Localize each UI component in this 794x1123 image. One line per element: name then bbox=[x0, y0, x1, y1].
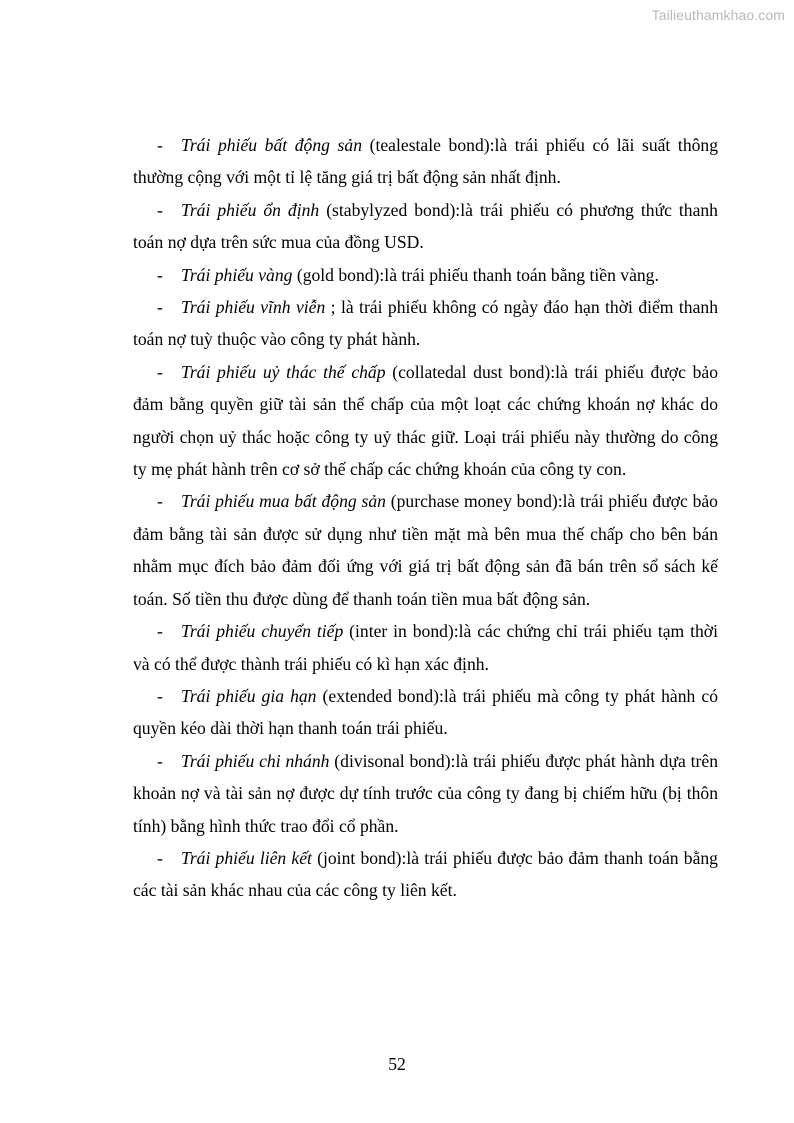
term: Trái phiếu mua bất động sản bbox=[181, 491, 386, 512]
list-item bbox=[133, 259, 718, 291]
term: Trái phiếu chuyển tiếp bbox=[181, 621, 344, 642]
watermark: Tailieuthamkhao.com bbox=[651, 7, 785, 23]
list-item bbox=[133, 842, 718, 907]
bullet-dash: - bbox=[157, 199, 163, 220]
list-item bbox=[133, 615, 718, 680]
term: Trái phiếu vĩnh viễn bbox=[181, 297, 326, 318]
bullet-dash: - bbox=[157, 847, 163, 868]
definition: ; là trái phiếu không có ngày đáo hạn thời điểm thanh toán nợ tuỳ thuộc vào công ty phát hành. bbox=[133, 297, 718, 350]
bullet-dash: - bbox=[157, 297, 163, 318]
definition: (collatedal dust bond):là trái phiếu được bảo đảm bằng quyền giữ tài sản thế chấp của một loạt các chứng khoán nợ khác do người chọn uỷ thác hoặc công ty uỷ thác giữ. Loại trái phiếu này thường do công ty mẹ phát hành trên cơ sở thế chấp các chứng khoán của công ty con. bbox=[133, 361, 719, 480]
term: Trái phiếu ổn định bbox=[181, 199, 320, 220]
term: Trái phiếu liên kết bbox=[181, 847, 312, 868]
term: Trái phiếu chi nhánh bbox=[181, 750, 330, 771]
definition: (divisonal bond):là trái phiếu được phát hành dựa trên khoản nợ và tài sản nợ được dự tính trước của công ty đang bị chiếm hữu (bị thôn tính) bằng hình thức trao đổi cổ phần. bbox=[133, 750, 719, 836]
bullet-dash: - bbox=[157, 621, 163, 642]
term: Trái phiếu bất động sản bbox=[181, 135, 363, 155]
term: Trái phiếu gia hạn bbox=[181, 685, 317, 706]
definition: (purchase money bond):là trái phiếu được bảo đảm bằng tài sản được sử dụng như tiền mặt mà bên mua thế chấp cho bên bán nhằm mục đích bảo đảm đối ứng với giá trị bất động sản đã bán trên sổ sách kế toán. Số tiền thu được dùng để thanh toán tiền mua bất động sản. bbox=[133, 491, 718, 609]
bullet-dash: - bbox=[157, 135, 163, 155]
definition: (extended bond):là trái phiếu mà công ty phát hành có quyền kéo dài thời hạn thanh toán trái phiếu. bbox=[133, 685, 718, 739]
list-item bbox=[133, 356, 718, 486]
bullet-dash: - bbox=[157, 264, 163, 285]
bullet-dash: - bbox=[157, 491, 163, 512]
list-item bbox=[133, 194, 718, 259]
bullet-dash: - bbox=[157, 685, 163, 706]
page-number: 52 bbox=[388, 1054, 406, 1074]
list-item bbox=[133, 745, 718, 842]
list-item bbox=[133, 680, 718, 745]
definition: (joint bond):là trái phiếu được bảo đảm thanh toán bằng các tài sản khác nhau của các công ty liên kết. bbox=[133, 847, 718, 901]
document-body bbox=[133, 129, 718, 907]
definition: (tealestale bond):là trái phiếu có lãi suất thông thường cộng với một tỉ lệ tăng giá trị bất động sản nhất định. bbox=[133, 135, 719, 188]
list-item bbox=[133, 129, 718, 194]
definition: (inter in bond):là các chứng chỉ trái phiếu tạm thời và có thể được thành trái phiếu có kì hạn xác định. bbox=[133, 621, 718, 674]
term: Trái phiếu vàng bbox=[181, 264, 293, 285]
definition: (gold bond):là trái phiếu thanh toán bằng tiền vàng. bbox=[292, 264, 659, 285]
term: Trái phiếu uỷ thác thế chấp bbox=[181, 361, 386, 382]
bullet-dash: - bbox=[157, 361, 163, 382]
bullet-dash: - bbox=[157, 750, 163, 771]
list-item bbox=[133, 485, 718, 615]
definition: (stabylyzed bond):là trái phiếu có phương thức thanh toán nợ dựa trên sức mua của đồng USD. bbox=[133, 199, 718, 253]
list-item bbox=[133, 291, 718, 356]
